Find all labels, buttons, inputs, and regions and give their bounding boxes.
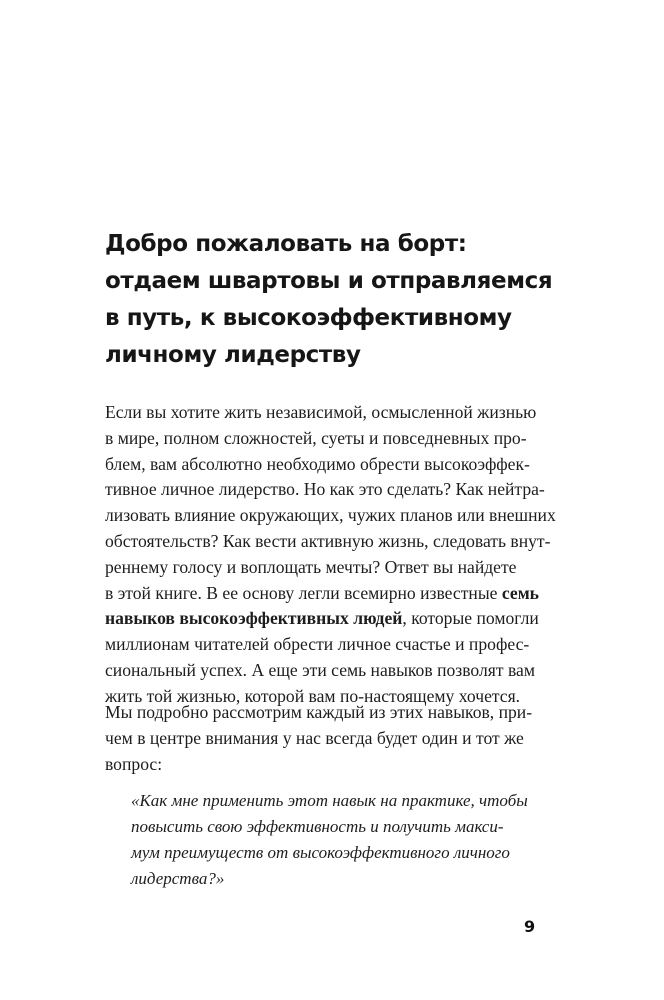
- paragraph-text-segment: в этой книге. В ее основу легли всемирно известные: [105, 582, 502, 603]
- chapter-heading: [105, 226, 585, 374]
- heading-line: в путь, к высокоэффективному: [105, 305, 512, 331]
- paragraph-line: Если вы хотите жить независимой, осмысленной жизнью: [105, 402, 537, 422]
- paragraph-line: миллионам читателей обрести личное счастье и профес-: [105, 634, 530, 655]
- quote-line: лидерства?»: [131, 869, 225, 888]
- quote-line: мум преимуществ от высокоэффективного личного: [131, 843, 510, 862]
- paragraph-line: [105, 606, 560, 632]
- heading-line: личному лидерству: [105, 342, 361, 368]
- bold-phrase: навыков высокоэффективных людей: [105, 608, 403, 629]
- paragraph-line: [105, 581, 560, 607]
- heading-line: отдаем швартовы и отправляемся: [105, 268, 553, 294]
- paragraph-line: в мире, полном сложностей, суеты и повседневных про-: [105, 427, 527, 448]
- paragraph-line: тивное личное лидерство. Но как это сделать? Как нейтра-: [105, 479, 545, 500]
- intro-paragraph: [105, 400, 560, 710]
- page-number: 9: [524, 917, 536, 936]
- paragraph-line: чем в центре внимания у нас всегда будет один и тот же: [105, 727, 524, 748]
- heading-line: Добро пожаловать на борт:: [105, 231, 467, 257]
- quote-line: «Как мне применить этот навык на практике, чтобы: [131, 791, 528, 810]
- paragraph-line: вопрос:: [105, 753, 163, 774]
- paragraph-line: реннему голосу и воплощать мечты? Ответ вы найдете: [105, 556, 517, 577]
- second-paragraph: [105, 700, 560, 777]
- paragraph-text-segment: , которые помогли: [402, 608, 539, 629]
- paragraph-line: блем, вам абсолютно необходимо обрести высокоэффек-: [105, 453, 530, 474]
- quote-line: повысить свою эффективность и получить макси-: [131, 817, 504, 836]
- paragraph-line: Мы подробно рассмотрим каждый из этих навыков, при-: [105, 702, 533, 722]
- key-question-quote: [131, 788, 561, 892]
- paragraph-line: обстоятельств? Как вести активную жизнь, следовать внут-: [105, 530, 551, 551]
- paragraph-line: сиональный успех. А еще эти семь навыков позволят вам: [105, 659, 535, 680]
- paragraph-line: жить той жизнью, которой вам по-настоящему хочется.: [105, 685, 521, 706]
- bold-phrase: семь: [501, 582, 539, 603]
- paragraph-line: лизовать влияние окружающих, чужих планов или внешних: [105, 505, 556, 526]
